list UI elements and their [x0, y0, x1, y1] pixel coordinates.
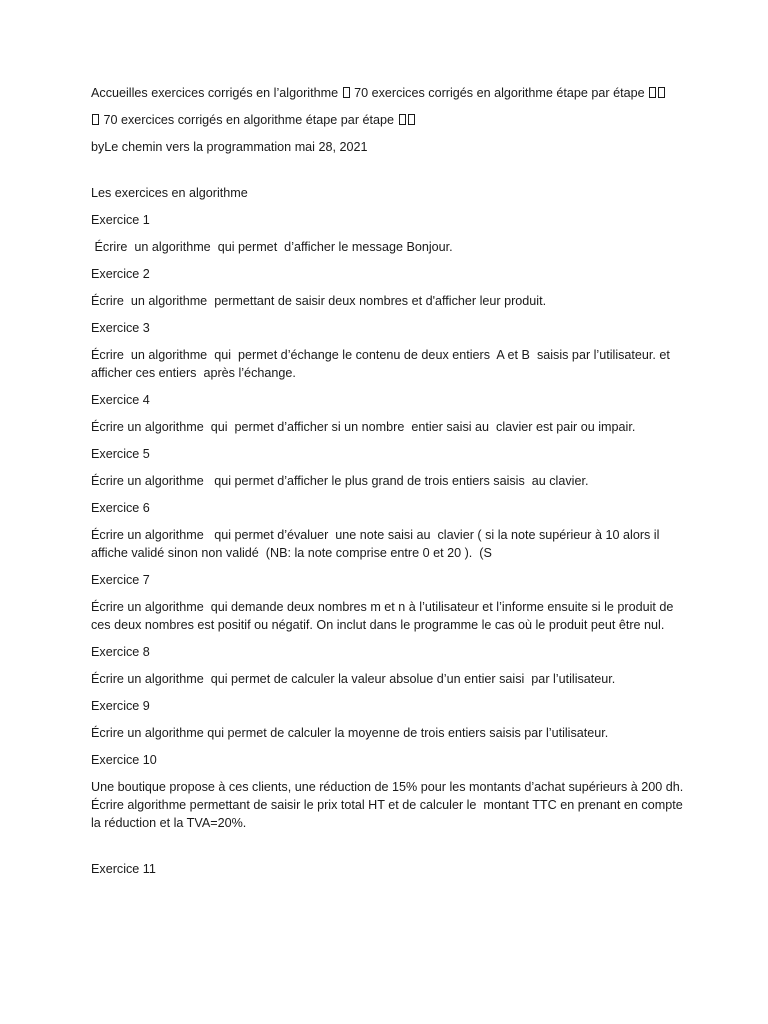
exercise-text: Écrire un algorithme qui permet de calculer la valeur absolue d’un entier saisi par l’utilisateur. — [91, 672, 616, 686]
exercise-title: Exercice 11 — [91, 862, 156, 876]
exercise-text: Écrire un algorithme qui permet d’afficher le plus grand de trois entiers saisis au clavier. — [91, 474, 589, 488]
header-line-2 — [91, 111, 691, 129]
byline: byLe chemin vers la programmation mai 28, 2021 — [91, 140, 368, 154]
missing-glyph-icon — [649, 87, 656, 98]
exercise-text: Écrire un algorithme qui permet d’afficher le message Bonjour. — [91, 240, 453, 254]
exercise-title: Exercice 9 — [91, 699, 150, 713]
document-page — [91, 84, 691, 878]
header-line-1 — [91, 84, 691, 102]
exercise-title: Exercice 1 — [91, 213, 150, 227]
header-line-1-title: 70 exercices corrigés en algorithme étape par étape — [350, 86, 649, 100]
exercise-title: Exercice 5 — [91, 447, 150, 461]
exercise-title: Exercice 7 — [91, 573, 150, 587]
exercise-title: Exercice 2 — [91, 267, 150, 281]
section-title: Les exercices en algorithme — [91, 186, 248, 200]
exercise-title: Exercice 4 — [91, 393, 150, 407]
exercise-text: Écrire un algorithme permettant de saisir deux nombres et d'afficher leur produit. — [91, 294, 547, 308]
exercise-title: Exercice 8 — [91, 645, 150, 659]
header-line-1-prefix: Accueilles exercices corrigés en l’algorithme — [91, 86, 342, 100]
exercise-text: Écrire un algorithme qui permet d’évaluer une note saisi au clavier ( si la note supérieur à 10 alors il affiche validé sinon non validé (NB: la note comprise entre 0 et 20 ). (S — [91, 528, 663, 560]
exercise-text: Écrire un algorithme qui permet de calculer la moyenne de trois entiers saisis par l’utilisateur. — [91, 726, 609, 740]
missing-glyph-icon — [658, 87, 665, 98]
exercise-text: Écrire un algorithme qui permet d’afficher si un nombre entier saisi au clavier est pair ou impair. — [91, 420, 636, 434]
header-line-2-title: 70 exercices corrigés en algorithme étape par étape — [100, 113, 398, 127]
missing-glyph-icon — [399, 114, 406, 125]
exercise-title: Exercice 3 — [91, 321, 150, 335]
exercise-title: Exercice 10 — [91, 753, 157, 767]
exercise-text: Écrire un algorithme qui permet d’échange le contenu de deux entiers A et B saisis par l’utilisateur. et afficher ces entiers après l’échange. — [91, 348, 674, 380]
missing-glyph-icon — [343, 87, 350, 98]
missing-glyph-icon — [408, 114, 415, 125]
exercise-text: Écrire un algorithme qui demande deux nombres m et n à l’utilisateur et l’informe ensuite si le produit de ces deux nombres est positif ou négatif. On inclut dans le programme le cas où le produit peut être nul. — [91, 600, 677, 632]
missing-glyph-icon — [92, 114, 99, 125]
exercise-text: Une boutique propose à ces clients, une réduction de 15% pour les montants d’achat supérieurs à 200 dh. Écrire algorithme permettant de saisir le prix total HT et de calculer le montant TTC en prenant en compte la réduction et la TVA=20%. — [91, 780, 687, 830]
exercise-title: Exercice 6 — [91, 501, 150, 515]
